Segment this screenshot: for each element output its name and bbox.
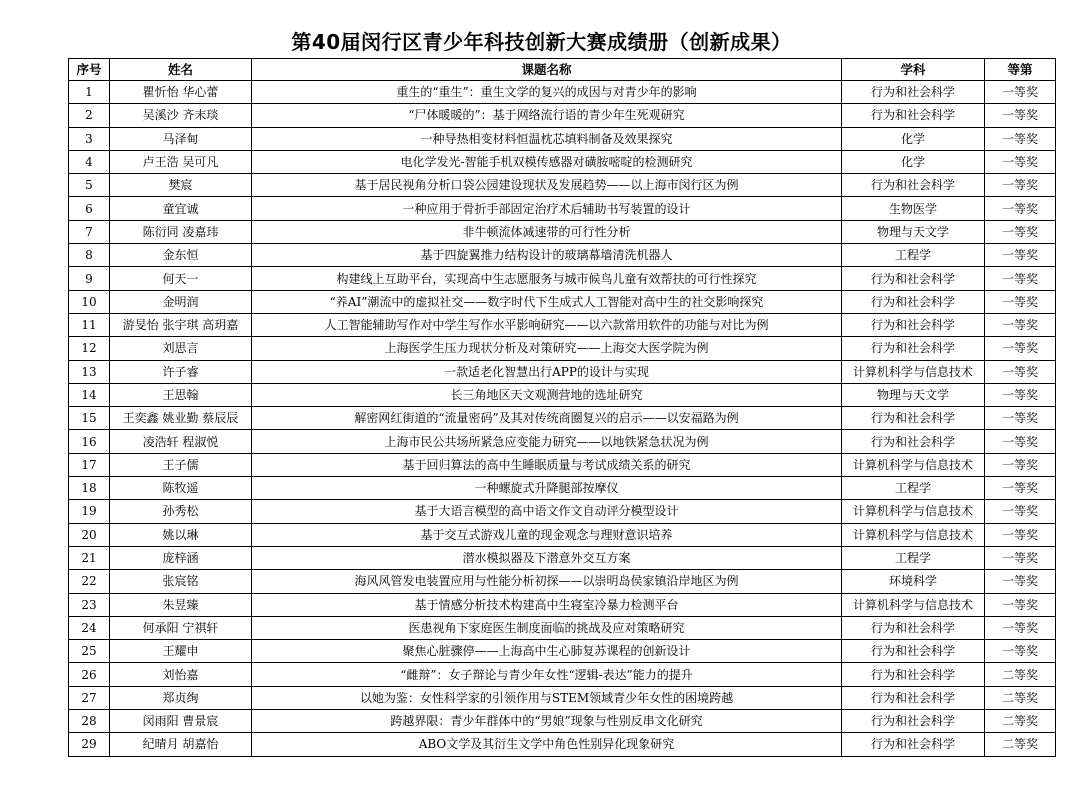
table-row [69, 616, 1056, 639]
student-name: 何承阳 宁祺轩 [110, 616, 252, 639]
row-number: 11 [69, 313, 110, 336]
subject: 工程学 [842, 477, 985, 500]
row-number: 22 [69, 570, 110, 593]
table-row [69, 150, 1056, 173]
subject: 计算机科学与信息技术 [842, 523, 985, 546]
project-title: 潜水模拟器及下潜意外交互方案 [252, 546, 842, 569]
row-number: 26 [69, 663, 110, 686]
award-level: 一等奖 [985, 104, 1056, 127]
project-title: “尸体暖暖的”：基于网络流行语的青少年生死观研究 [252, 104, 842, 127]
project-title: 以她为鉴：女性科学家的引领作用与STEM领域青少年女性的困境跨越 [252, 686, 842, 709]
subject: 化学 [842, 127, 985, 150]
page-title: 第40届闵行区青少年科技创新大赛成绩册（创新成果） [291, 30, 792, 54]
table-row [69, 290, 1056, 313]
student-name: 纪晴月 胡嘉怡 [110, 733, 252, 756]
award-level: 一等奖 [985, 407, 1056, 430]
student-name: 金东恒 [110, 244, 252, 267]
subject: 行为和社会科学 [842, 616, 985, 639]
student-name: 樊宸 [110, 174, 252, 197]
row-number: 12 [69, 337, 110, 360]
subject: 行为和社会科学 [842, 407, 985, 430]
student-name: 王耀申 [110, 640, 252, 663]
student-name: 郑贞绚 [110, 686, 252, 709]
row-number: 23 [69, 593, 110, 616]
subject: 计算机科学与信息技术 [842, 593, 985, 616]
table-row [69, 383, 1056, 406]
student-name: 张宸铭 [110, 570, 252, 593]
table-row [69, 360, 1056, 383]
award-level: 一等奖 [985, 546, 1056, 569]
subject: 行为和社会科学 [842, 663, 985, 686]
award-level: 一等奖 [985, 640, 1056, 663]
subject: 行为和社会科学 [842, 733, 985, 756]
table-row [69, 546, 1056, 569]
project-title: 医患视角下家庭医生制度面临的挑战及应对策略研究 [252, 616, 842, 639]
project-title: 解密网红街道的“流量密码”及其对传统商圈复兴的启示——以安福路为例 [252, 407, 842, 430]
student-name: 陈牧遥 [110, 477, 252, 500]
award-level: 一等奖 [985, 453, 1056, 476]
table-body [69, 81, 1056, 757]
award-level: 一等奖 [985, 150, 1056, 173]
row-number: 3 [69, 127, 110, 150]
row-number: 17 [69, 453, 110, 476]
award-level: 一等奖 [985, 267, 1056, 290]
table-row [69, 197, 1056, 220]
table-row [69, 593, 1056, 616]
table-row [69, 267, 1056, 290]
row-number: 21 [69, 546, 110, 569]
project-title: 基于回归算法的高中生睡眠质量与考试成绩关系的研究 [252, 453, 842, 476]
table-row [69, 686, 1056, 709]
project-title: ABO文学及其衍生文学中角色性别异化现象研究 [252, 733, 842, 756]
subject: 行为和社会科学 [842, 710, 985, 733]
award-level: 一等奖 [985, 220, 1056, 243]
table-row [69, 220, 1056, 243]
award-level: 一等奖 [985, 430, 1056, 453]
project-title: 一种螺旋式升降腿部按摩仪 [252, 477, 842, 500]
award-level: 一等奖 [985, 477, 1056, 500]
award-level: 二等奖 [985, 663, 1056, 686]
row-number: 27 [69, 686, 110, 709]
table-row [69, 500, 1056, 523]
subject: 物理与天文学 [842, 220, 985, 243]
award-level: 一等奖 [985, 616, 1056, 639]
award-level: 一等奖 [985, 500, 1056, 523]
student-name: 孙秀松 [110, 500, 252, 523]
subject: 工程学 [842, 244, 985, 267]
award-level: 二等奖 [985, 686, 1056, 709]
student-name: 朱昱臻 [110, 593, 252, 616]
row-number: 25 [69, 640, 110, 663]
results-table [68, 58, 1056, 757]
project-title: 基于居民视角分析口袋公园建设现状及发展趋势——以上海市闵行区为例 [252, 174, 842, 197]
header-topic: 课题名称 [252, 59, 842, 81]
row-number: 19 [69, 500, 110, 523]
row-number: 18 [69, 477, 110, 500]
award-level: 一等奖 [985, 244, 1056, 267]
student-name: 庞梓涵 [110, 546, 252, 569]
subject: 行为和社会科学 [842, 104, 985, 127]
header-name: 姓名 [110, 59, 252, 81]
award-level: 一等奖 [985, 197, 1056, 220]
award-level: 二等奖 [985, 710, 1056, 733]
row-number: 13 [69, 360, 110, 383]
table-row [69, 407, 1056, 430]
award-level: 一等奖 [985, 313, 1056, 336]
project-title: 跨越界限：青少年群体中的“男娘”现象与性别反串文化研究 [252, 710, 842, 733]
student-name: 刘思言 [110, 337, 252, 360]
subject: 生物医学 [842, 197, 985, 220]
project-title: 上海市民公共场所紧急应变能力研究——以地铁紧急状况为例 [252, 430, 842, 453]
project-title: 基于交互式游戏儿童的现金观念与理财意识培养 [252, 523, 842, 546]
subject: 环境科学 [842, 570, 985, 593]
student-name: 卢王浩 吴可凡 [110, 150, 252, 173]
student-name: 凌浩轩 程淑悦 [110, 430, 252, 453]
student-name: 童宜诚 [110, 197, 252, 220]
header-no: 序号 [69, 59, 110, 81]
row-number: 28 [69, 710, 110, 733]
student-name: 瞿忻怡 华心蕾 [110, 81, 252, 104]
project-title: 一种应用于骨折手部固定治疗术后辅助书写装置的设计 [252, 197, 842, 220]
project-title: 基于四旋翼推力结构设计的玻璃幕墙清洗机器人 [252, 244, 842, 267]
project-title: 上海医学生压力现状分析及对策研究——上海交大医学院为例 [252, 337, 842, 360]
row-number: 16 [69, 430, 110, 453]
row-number: 24 [69, 616, 110, 639]
project-title: “雌辩”：女子辩论与青少年女性“逻辑-表达”能力的提升 [252, 663, 842, 686]
table-row [69, 453, 1056, 476]
award-level: 二等奖 [985, 733, 1056, 756]
table-header-row [69, 59, 1056, 81]
student-name: 金明润 [110, 290, 252, 313]
student-name: 王思翰 [110, 383, 252, 406]
project-title: 基于大语言模型的高中语文作文自动评分模型设计 [252, 500, 842, 523]
table-row [69, 733, 1056, 756]
row-number: 9 [69, 267, 110, 290]
student-name: 王子儒 [110, 453, 252, 476]
table-row [69, 663, 1056, 686]
table-row [69, 710, 1056, 733]
project-title: 聚焦心脏骤停——上海高中生心肺复苏课程的创新设计 [252, 640, 842, 663]
subject: 行为和社会科学 [842, 267, 985, 290]
project-title: 非牛顿流体减速带的可行性分析 [252, 220, 842, 243]
row-number: 4 [69, 150, 110, 173]
award-level: 一等奖 [985, 174, 1056, 197]
table-row [69, 523, 1056, 546]
project-title: 长三角地区天文观测营地的选址研究 [252, 383, 842, 406]
student-name: 姚以琳 [110, 523, 252, 546]
subject: 行为和社会科学 [842, 313, 985, 336]
table-row [69, 430, 1056, 453]
award-level: 一等奖 [985, 81, 1056, 104]
student-name: 陈衍同 凌嘉玮 [110, 220, 252, 243]
row-number: 14 [69, 383, 110, 406]
header-award: 等第 [985, 59, 1056, 81]
student-name: 闵雨阳 曹景宸 [110, 710, 252, 733]
student-name: 马泽甸 [110, 127, 252, 150]
student-name: 王奕鑫 姚业勤 蔡辰辰 [110, 407, 252, 430]
subject: 化学 [842, 150, 985, 173]
project-title: “养AI”潮流中的虚拟社交——数字时代下生成式人工智能对高中生的社交影响探究 [252, 290, 842, 313]
student-name: 许子睿 [110, 360, 252, 383]
subject: 行为和社会科学 [842, 686, 985, 709]
project-title: 一种导热相变材料恒温枕芯填料制备及效果探究 [252, 127, 842, 150]
award-level: 一等奖 [985, 593, 1056, 616]
award-level: 一等奖 [985, 570, 1056, 593]
student-name: 何天一 [110, 267, 252, 290]
subject: 计算机科学与信息技术 [842, 360, 985, 383]
project-title: 构建线上互助平台，实现高中生志愿服务与城市候鸟儿童有效帮扶的可行性探究 [252, 267, 842, 290]
subject: 行为和社会科学 [842, 640, 985, 663]
subject: 行为和社会科学 [842, 174, 985, 197]
header-subject: 学科 [842, 59, 985, 81]
student-name: 刘怡嘉 [110, 663, 252, 686]
table-row [69, 640, 1056, 663]
award-level: 一等奖 [985, 127, 1056, 150]
table-row [69, 104, 1056, 127]
project-title: 基于情感分析技术构建高中生寝室冷暴力检测平台 [252, 593, 842, 616]
row-number: 2 [69, 104, 110, 127]
subject: 行为和社会科学 [842, 81, 985, 104]
subject: 物理与天文学 [842, 383, 985, 406]
table-row [69, 477, 1056, 500]
project-title: 海风风管发电装置应用与性能分析初探——以崇明岛侯家镇沿岸地区为例 [252, 570, 842, 593]
table-row [69, 127, 1056, 150]
row-number: 29 [69, 733, 110, 756]
subject: 行为和社会科学 [842, 430, 985, 453]
row-number: 5 [69, 174, 110, 197]
student-name: 游旻怡 张宇琪 高玥嘉 [110, 313, 252, 336]
row-number: 7 [69, 220, 110, 243]
project-title: 人工智能辅助写作对中学生写作水平影响研究——以六款常用软件的功能与对比为例 [252, 313, 842, 336]
row-number: 10 [69, 290, 110, 313]
table-row [69, 81, 1056, 104]
table-row [69, 570, 1056, 593]
project-title: 电化学发光-智能手机双模传感器对磺胺嘧啶的检测研究 [252, 150, 842, 173]
award-level: 一等奖 [985, 360, 1056, 383]
project-title: 一款适老化智慧出行APP的设计与实现 [252, 360, 842, 383]
student-name: 吴溪沙 齐末琰 [110, 104, 252, 127]
subject: 工程学 [842, 546, 985, 569]
award-level: 一等奖 [985, 523, 1056, 546]
table-row [69, 337, 1056, 360]
subject: 行为和社会科学 [842, 290, 985, 313]
table-row [69, 174, 1056, 197]
row-number: 15 [69, 407, 110, 430]
table-row [69, 313, 1056, 336]
row-number: 6 [69, 197, 110, 220]
project-title: 重生的“重生”：重生文学的复兴的成因与对青少年的影响 [252, 81, 842, 104]
table-row [69, 244, 1056, 267]
subject: 行为和社会科学 [842, 337, 985, 360]
subject: 计算机科学与信息技术 [842, 500, 985, 523]
row-number: 8 [69, 244, 110, 267]
subject: 计算机科学与信息技术 [842, 453, 985, 476]
row-number: 1 [69, 81, 110, 104]
award-level: 一等奖 [985, 290, 1056, 313]
row-number: 20 [69, 523, 110, 546]
award-level: 一等奖 [985, 383, 1056, 406]
award-level: 一等奖 [985, 337, 1056, 360]
